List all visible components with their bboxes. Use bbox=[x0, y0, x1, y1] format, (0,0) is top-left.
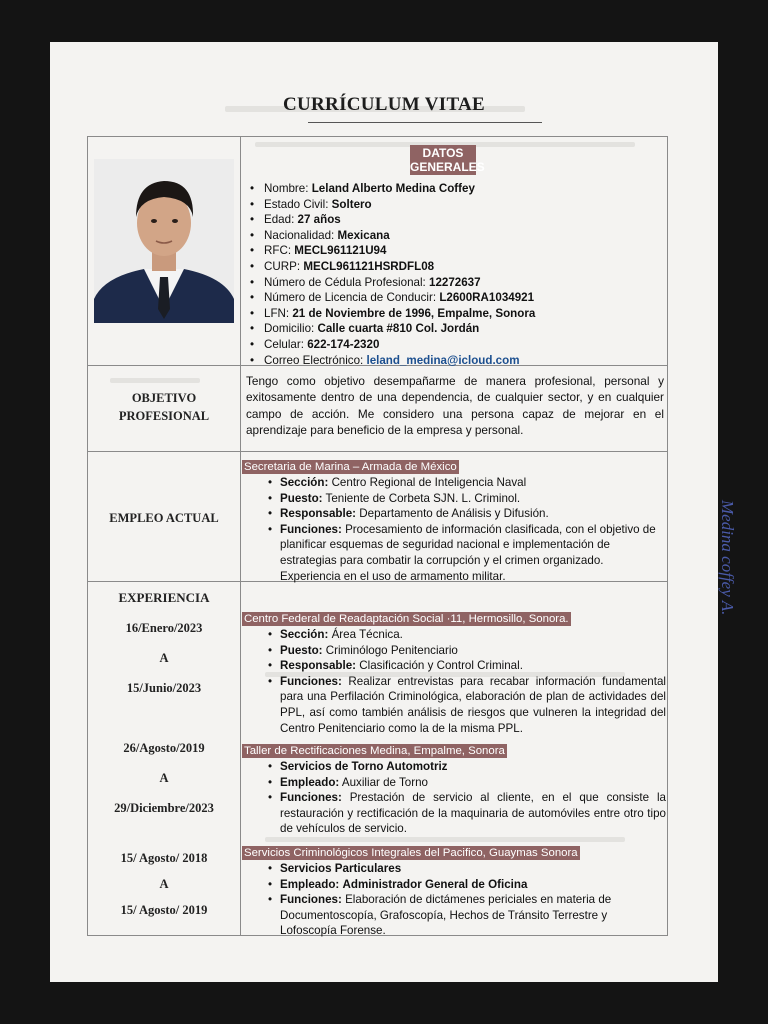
organization-header: Taller de Rectificaciones Medina, Empalme, Sonora bbox=[244, 745, 505, 757]
field-label: Empleado: bbox=[280, 775, 340, 789]
list-item bbox=[246, 306, 664, 322]
field-label: Servicios de Torno Automotriz bbox=[280, 760, 448, 773]
list-item bbox=[246, 243, 664, 259]
field-value: Auxiliar de Torno bbox=[341, 775, 429, 789]
date-to: 15/Junio/2023 bbox=[126, 681, 202, 695]
list-item bbox=[264, 790, 666, 837]
field-label: Sección: bbox=[280, 628, 329, 641]
document-page bbox=[50, 42, 737, 982]
header-line: DATOS bbox=[422, 146, 464, 160]
list-item bbox=[246, 259, 664, 275]
field-label: Domicilio: bbox=[264, 322, 315, 336]
field-value: Centro Regional de Inteligencia Naval bbox=[331, 476, 527, 489]
field-label: Número de Licencia de Conducir: bbox=[264, 291, 437, 305]
list-item bbox=[264, 627, 666, 643]
field-label: LFN: bbox=[264, 306, 290, 320]
field-label: CURP: bbox=[264, 259, 301, 273]
field-value: Realizar entrevistas para recabar información fundamental para una Perfilación Criminológica, elaboración de plan de actividades del PPL, así como también análisis de riesgos que vulneren la integridad del Centro Penitenciario como la de la misma PPL. bbox=[280, 674, 666, 735]
handwritten-text: Medina coffey A. bbox=[718, 500, 737, 616]
field-value: 27 años bbox=[297, 213, 341, 227]
date-from: 15/ Agosto/ 2018 bbox=[120, 851, 208, 865]
title-underline bbox=[308, 122, 542, 123]
field-value: Procesamiento de información clasificada, con el objetivo de planificar esquemas de seguridad nacional e implementación de estrategias para combatir la corrupción y el crimen organizado. Experiencia en el uso de armamento militar. bbox=[280, 522, 656, 583]
job-dates bbox=[88, 733, 240, 823]
list-item bbox=[246, 275, 664, 291]
field-value: Administrador General de Oficina bbox=[342, 877, 528, 891]
field-value: Departamento de Análisis y Difusión. bbox=[359, 507, 549, 521]
organization-header: Secretaria de Marina – Armada de México bbox=[244, 461, 457, 473]
list-item bbox=[264, 759, 666, 775]
organization-header: Servicios Criminológicos Integrales del Pacifico, Guaymas Sonora bbox=[244, 847, 578, 859]
list-item bbox=[264, 658, 666, 674]
field-label: Celular: bbox=[264, 337, 304, 351]
email-link[interactable]: leland_medina@icloud.com bbox=[366, 353, 520, 367]
field-label: Funciones: bbox=[280, 674, 342, 688]
profile-photo bbox=[94, 159, 234, 323]
list-item bbox=[246, 337, 664, 353]
field-label: Sección: bbox=[280, 476, 329, 489]
field-label: Edad: bbox=[264, 213, 295, 227]
field-value: Clasificación y Control Criminal. bbox=[359, 659, 523, 673]
job-entry bbox=[242, 743, 666, 837]
list-item bbox=[264, 861, 666, 877]
field-value: MECL961121U94 bbox=[294, 244, 387, 258]
list-item bbox=[264, 892, 666, 939]
row-divider bbox=[88, 451, 667, 452]
field-label: Responsable: bbox=[280, 507, 357, 521]
field-label: Puesto: bbox=[280, 491, 323, 505]
organization-header: Centro Federal de Readaptación Social ·11, Hermosillo, Sonora. bbox=[244, 613, 569, 625]
field-value: 622-174-2320 bbox=[307, 337, 380, 351]
date-to: 29/Diciembre/2023 bbox=[114, 801, 214, 815]
job-entry bbox=[242, 845, 666, 939]
person-portrait-image bbox=[94, 159, 234, 323]
list-item bbox=[264, 475, 666, 491]
list-item bbox=[246, 321, 664, 337]
date-separator: A bbox=[159, 771, 169, 785]
field-value: L2600RA1034921 bbox=[439, 291, 535, 305]
field-value: Elaboración de dictámenes periciales en materia de Documentoscopía, Grafoscopía, Hechos de Tránsito Terrestre y Lofoscopía Forense. bbox=[280, 893, 612, 938]
list-item bbox=[264, 506, 666, 522]
field-label: Funciones: bbox=[280, 522, 342, 536]
list-item bbox=[264, 775, 666, 791]
field-label: Empleado: bbox=[280, 877, 340, 891]
handwritten-signature bbox=[700, 496, 760, 646]
field-value: MECL961121HSRDFL08 bbox=[303, 259, 435, 273]
field-value: Criminólogo Penitenciario bbox=[325, 643, 458, 657]
job-dates bbox=[88, 613, 240, 703]
date-separator: A bbox=[159, 651, 169, 665]
list-item bbox=[246, 181, 664, 197]
field-label: Funciones: bbox=[280, 791, 342, 805]
label-line: OBJETIVO bbox=[131, 391, 197, 405]
personal-data bbox=[246, 181, 664, 368]
date-from: 26/Agosto/2019 bbox=[123, 741, 205, 755]
date-separator: A bbox=[159, 877, 169, 891]
field-value: Calle cuarta #810 Col. Jordán bbox=[317, 322, 480, 336]
field-label: RFC: bbox=[264, 244, 292, 258]
field-label: Servicios Particulares bbox=[280, 862, 402, 875]
list-item bbox=[246, 197, 664, 213]
field-value: Leland Alberto Medina Coffey bbox=[311, 182, 475, 195]
date-to: 15/ Agosto/ 2019 bbox=[120, 903, 208, 917]
cv-table bbox=[87, 136, 668, 936]
field-value: Prestación de servicio al cliente, en el que consiste la restauración y rectificación de la maquinaria de automóviles entre otro tipo de vehículos de servicio. bbox=[280, 791, 666, 836]
column-divider bbox=[240, 137, 241, 935]
empleo-actual-section bbox=[242, 459, 666, 584]
field-label: Número de Cédula Profesional: bbox=[264, 275, 426, 289]
date-from: 16/Enero/2023 bbox=[125, 621, 203, 635]
field-label: Nacionalidad: bbox=[264, 228, 335, 242]
list-item bbox=[264, 522, 666, 584]
field-value: 12272637 bbox=[429, 275, 481, 289]
list-item bbox=[246, 228, 664, 244]
list-item bbox=[246, 290, 664, 306]
field-label: Nombre: bbox=[264, 182, 309, 195]
header-line: GENERALES bbox=[410, 160, 485, 174]
job-dates bbox=[88, 845, 240, 923]
list-item bbox=[246, 353, 664, 369]
field-label: Responsable: bbox=[280, 659, 357, 673]
list-item bbox=[246, 212, 664, 228]
list-item bbox=[264, 674, 666, 736]
field-value: Teniente de Corbeta SJN. L. Criminol. bbox=[325, 491, 521, 505]
field-value: Área Técnica. bbox=[331, 628, 403, 641]
field-value: Mexicana bbox=[337, 228, 390, 242]
objetivo-label bbox=[88, 389, 240, 425]
list-item bbox=[264, 491, 666, 507]
datos-generales-header bbox=[410, 145, 485, 175]
objetivo-text: Tengo como objetivo desempañarme de manera profesional, personal y exitosamente dentro de una dependencia, de cualquier sector, y en cualquier campo de acción. Me considero una persona capaz de mejorar en el aprendizaje para beneficio de la empresa y personal. bbox=[246, 374, 664, 438]
field-value: Soltero bbox=[331, 197, 372, 211]
field-label: Estado Civil: bbox=[264, 197, 329, 211]
field-label: Funciones: bbox=[280, 893, 342, 907]
field-label: Correo Electrónico: bbox=[264, 353, 364, 367]
page-title: CURRÍCULUM VITAE bbox=[282, 94, 486, 115]
field-label: Puesto: bbox=[280, 643, 323, 657]
experiencia-label: EXPERIENCIA bbox=[118, 590, 210, 605]
list-item bbox=[264, 643, 666, 659]
field-value: 21 de Noviembre de 1996, Empalme, Sonora bbox=[292, 306, 536, 320]
list-item bbox=[264, 877, 666, 893]
empleo-actual-label: EMPLEO ACTUAL bbox=[109, 511, 219, 525]
label-line: PROFESIONAL bbox=[118, 409, 210, 423]
job-entry bbox=[242, 611, 666, 736]
